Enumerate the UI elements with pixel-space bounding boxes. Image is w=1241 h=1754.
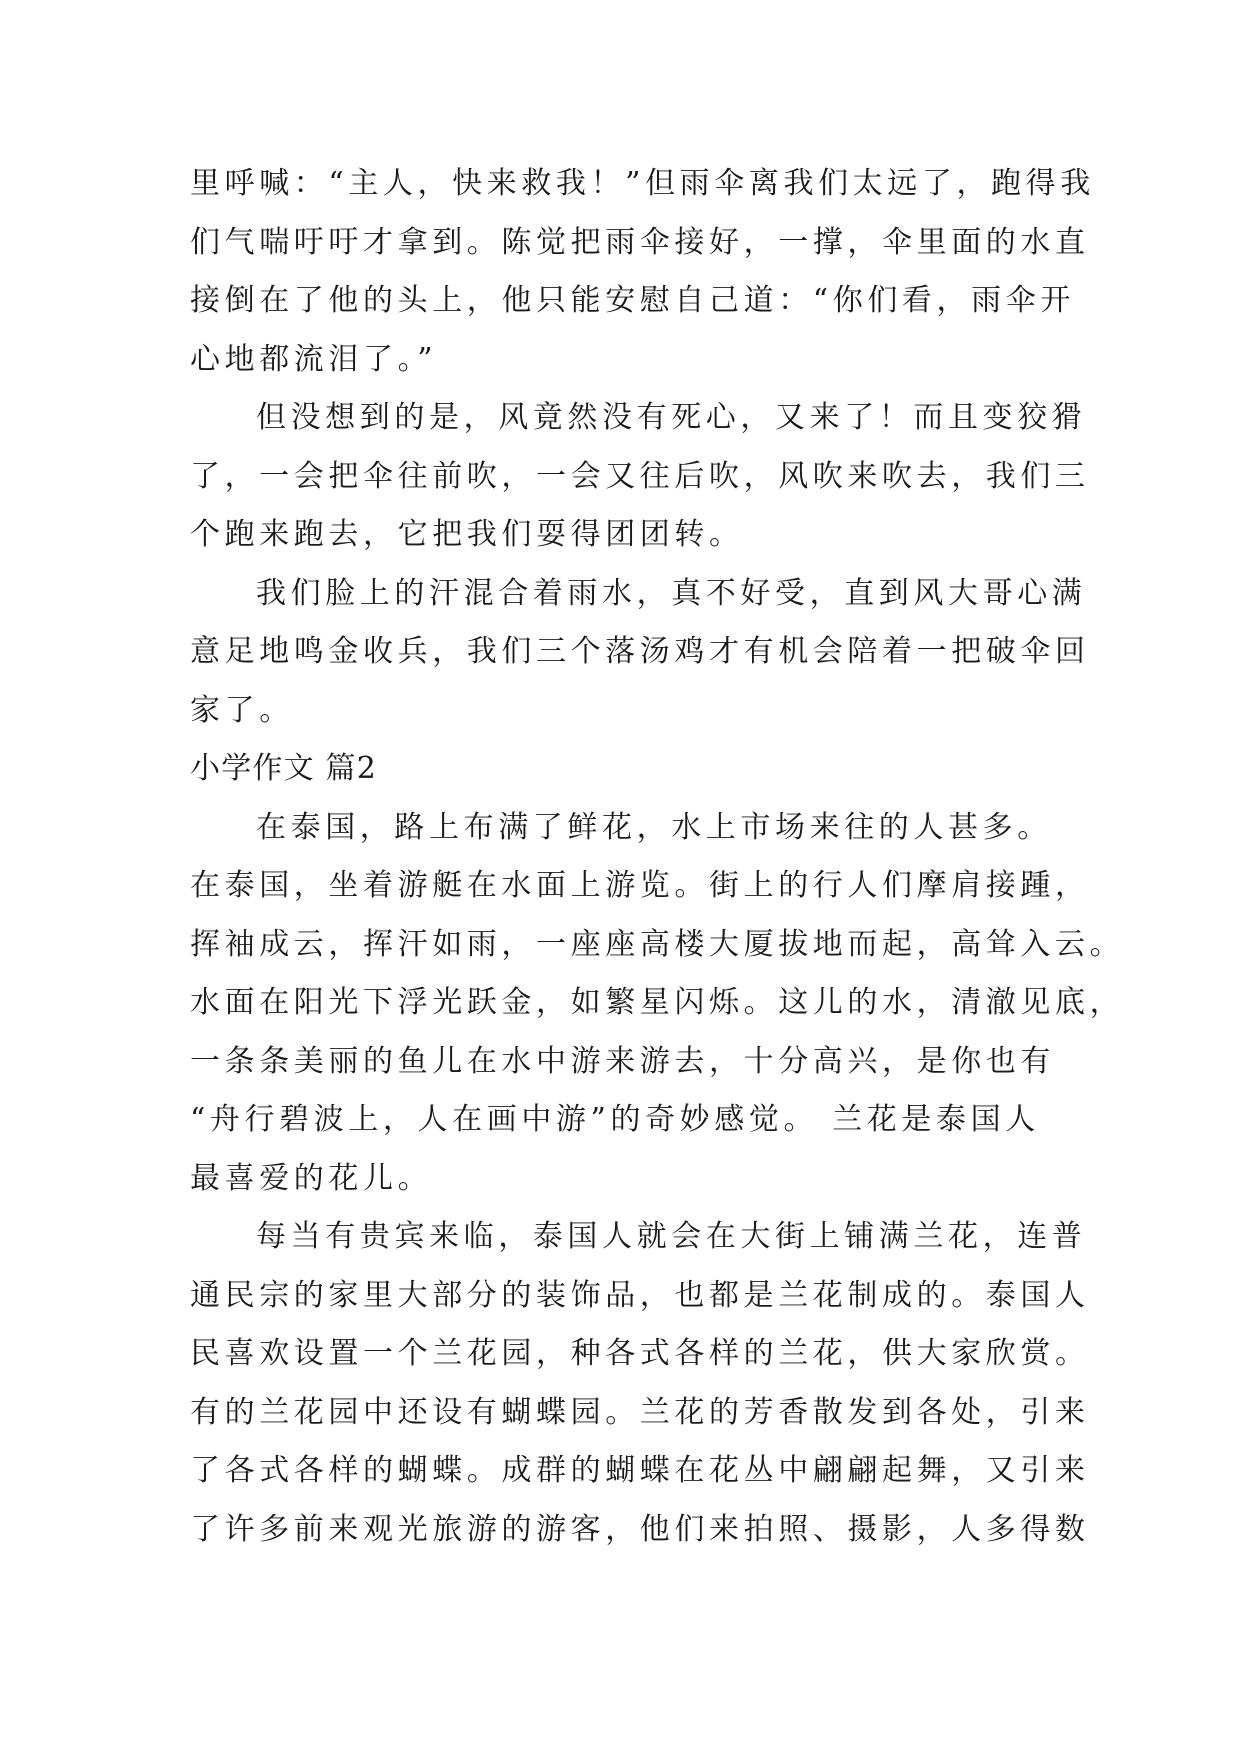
text-line: 最喜爱的花儿。 bbox=[190, 1160, 433, 1196]
text-line: 了各式各样的蝴蝶。成群的蝴蝶在花丛中翩翩起舞，又引来 bbox=[190, 1453, 1090, 1488]
document-body bbox=[190, 155, 1125, 1559]
text-line: 在泰国，坐着游艇在水面上游览。街上的行人们摩肩接踵， bbox=[190, 868, 1090, 903]
paragraph-first-line: 我们脸上的汗混合着雨水，真不好受，直到风大哥心满 bbox=[256, 575, 1087, 611]
text-line: 家了。 bbox=[190, 692, 294, 728]
text-line: 个跑来跑去，它把我们耍得团团转。 bbox=[190, 517, 744, 552]
text-line: 有的兰花园中还设有蝴蝶园。兰花的芳香散发到各处，引来 bbox=[190, 1394, 1090, 1430]
paragraph-first-line: 但没想到的是，风竟然没有死心，又来了！而且变狡猾 bbox=[256, 400, 1087, 435]
text-line: 民喜欢设置一个兰花园，种各式各样的兰花，供大家欣赏。 bbox=[190, 1336, 1090, 1371]
text-line: 们气喘吁吁才拿到。陈觉把雨伞接好，一撑，伞里面的水直 bbox=[190, 224, 1090, 260]
text-line: 挥袖成云，挥汗如雨，一座座高楼大厦拔地而起，高耸入云。 bbox=[190, 926, 1125, 962]
text-line: 接倒在了他的头上，他只能安慰自己道：“你们看，雨伞开 bbox=[190, 283, 1075, 318]
text-line: 通民宗的家里大部分的装饰品，也都是兰花制成的。泰国人 bbox=[190, 1277, 1090, 1313]
paragraph-first-line: 每当有贵宾来临，泰国人就会在大街上铺满兰花，连普 bbox=[256, 1219, 1087, 1254]
text-line: 一条条美丽的鱼儿在水中游来游去，十分高兴，是你也有 bbox=[190, 1043, 1055, 1079]
text-line: 了，一会把伞往前吹，一会又往后吹，风吹来吹去，我们三 bbox=[190, 458, 1090, 494]
text-line: 心地都流泪了。” bbox=[190, 341, 438, 377]
text-line: 里呼喊：“主人，快来救我！”但雨伞离我们太远了，跑得我 bbox=[190, 166, 1095, 201]
section-heading: 小学作文 篇2 bbox=[190, 751, 378, 786]
text-line: 意足地鸣金收兵，我们三个落汤鸡才有机会陪着一把破伞回 bbox=[190, 634, 1090, 669]
text-line: “舟行碧波上，人在画中游”的奇妙感觉。 兰花是泰国人 bbox=[190, 1102, 1040, 1137]
text-line: 水面在阳光下浮光跃金，如繁星闪烁。这儿的水，清澈见底， bbox=[190, 985, 1125, 1020]
text-line: 了许多前来观光旅游的游客，他们来拍照、摄影，人多得数 bbox=[190, 1511, 1090, 1547]
paragraph-first-line: 在泰国，路上布满了鲜花，水上市场来往的人甚多。 bbox=[256, 809, 1052, 845]
